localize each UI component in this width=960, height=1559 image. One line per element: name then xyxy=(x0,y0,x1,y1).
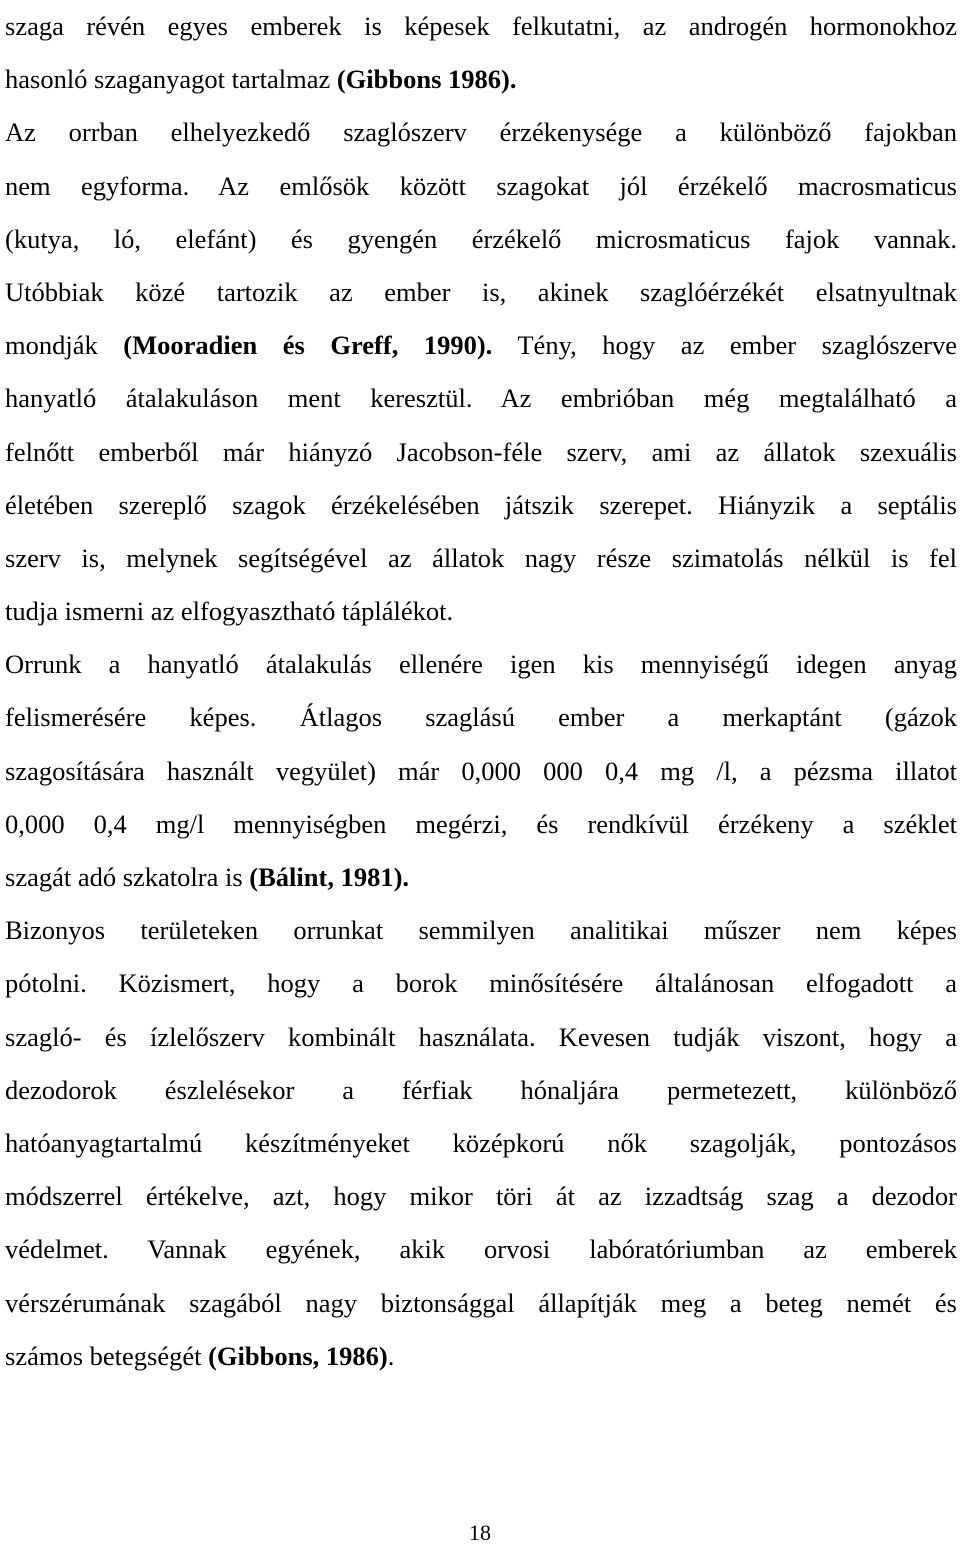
paragraph xyxy=(5,904,957,1383)
text-line: életében szereplő szagok érzékelésében játszik szerepet. Hiányzik a septális xyxy=(5,489,957,520)
text-line: védelmet. Vannak egyének, akik orvosi labóratóriumban az emberek xyxy=(5,1234,957,1265)
text-line: pótolni. Közismert, hogy a borok minősítésére általánosan elfogadott a xyxy=(5,968,957,999)
text-line: Bizonyos területeken orrunkat semmilyen analitikai műszer nem képes xyxy=(5,915,957,946)
text-line: nem egyforma. Az emlősök között szagokat jól érzékelő macrosmaticus xyxy=(5,170,957,201)
page-number: 18 xyxy=(469,1520,491,1545)
text-line: vérszérumának szagából nagy biztonsággal állapítják meg a beteg nemét és xyxy=(5,1287,957,1318)
text-line: dezodorok észlelésekor a férfiak hónaljára permetezett, különböző xyxy=(5,1074,957,1105)
paragraph xyxy=(5,0,957,106)
text-line: felismerésére képes. Átlagos szaglású ember a merkaptánt (gázok xyxy=(5,702,957,733)
paragraph xyxy=(5,106,957,638)
text-line: felnőtt emberből már hiányzó Jacobson-féle szerv, ami az állatok szexuális xyxy=(5,436,957,467)
text-line: Az orrban elhelyezkedő szaglószerv érzékenysége a különböző fajokban xyxy=(5,117,957,148)
text-line: 0,000 0,4 mg/l mennyiségben megérzi, és rendkívül érzékeny a széklet xyxy=(5,808,957,839)
text-line: számos betegségét (Gibbons, 1986). xyxy=(5,1340,395,1371)
text-line: hasonló szaganyagot tartalmaz (Gibbons 1986). xyxy=(5,64,517,95)
text-line: szagló- és ízlelőszerv kombinált használata. Kevesen tudják viszont, hogy a xyxy=(5,1021,957,1052)
text-line: módszerrel értékelve, azt, hogy mikor töri át az izzadtság szag a dezodor xyxy=(5,1181,957,1212)
text-line: szaga révén egyes emberek is képesek felkutatni, az androgén hormonokhoz xyxy=(5,11,957,41)
body-text xyxy=(5,0,957,1383)
document-page xyxy=(5,0,957,1383)
text-line: hanyatló átalakuláson ment keresztül. Az embrióban még megtalálható a xyxy=(5,383,957,414)
text-line: tudja ismerni az elfogyasztható táplálékot. xyxy=(5,596,454,627)
text-line: szagosítására használt vegyület) már 0,000 000 0,4 mg /l, a pézsma illatot xyxy=(5,755,957,786)
text-line: hatóanyagtartalmú készítményeket középkorú nők szagolják, pontozásos xyxy=(5,1127,957,1158)
paragraph xyxy=(5,638,957,904)
text-line: szerv is, melynek segítségével az állatok nagy része szimatolás nélkül is fel xyxy=(5,542,957,573)
text-line: Orrunk a hanyatló átalakulás ellenére igen kis mennyiségű idegen anyag xyxy=(5,649,957,680)
text-line: Utóbbiak közé tartozik az ember is, akinek szaglóérzékét elsatnyultnak xyxy=(5,276,957,307)
text-line: mondják (Mooradien és Greff, 1990). Tény, hogy az ember szaglószerve xyxy=(5,330,957,361)
text-line: (kutya, ló, elefánt) és gyengén érzékelő microsmaticus fajok vannak. xyxy=(5,223,957,254)
text-line: szagát adó szkatolra is (Bálint, 1981). xyxy=(5,862,410,892)
